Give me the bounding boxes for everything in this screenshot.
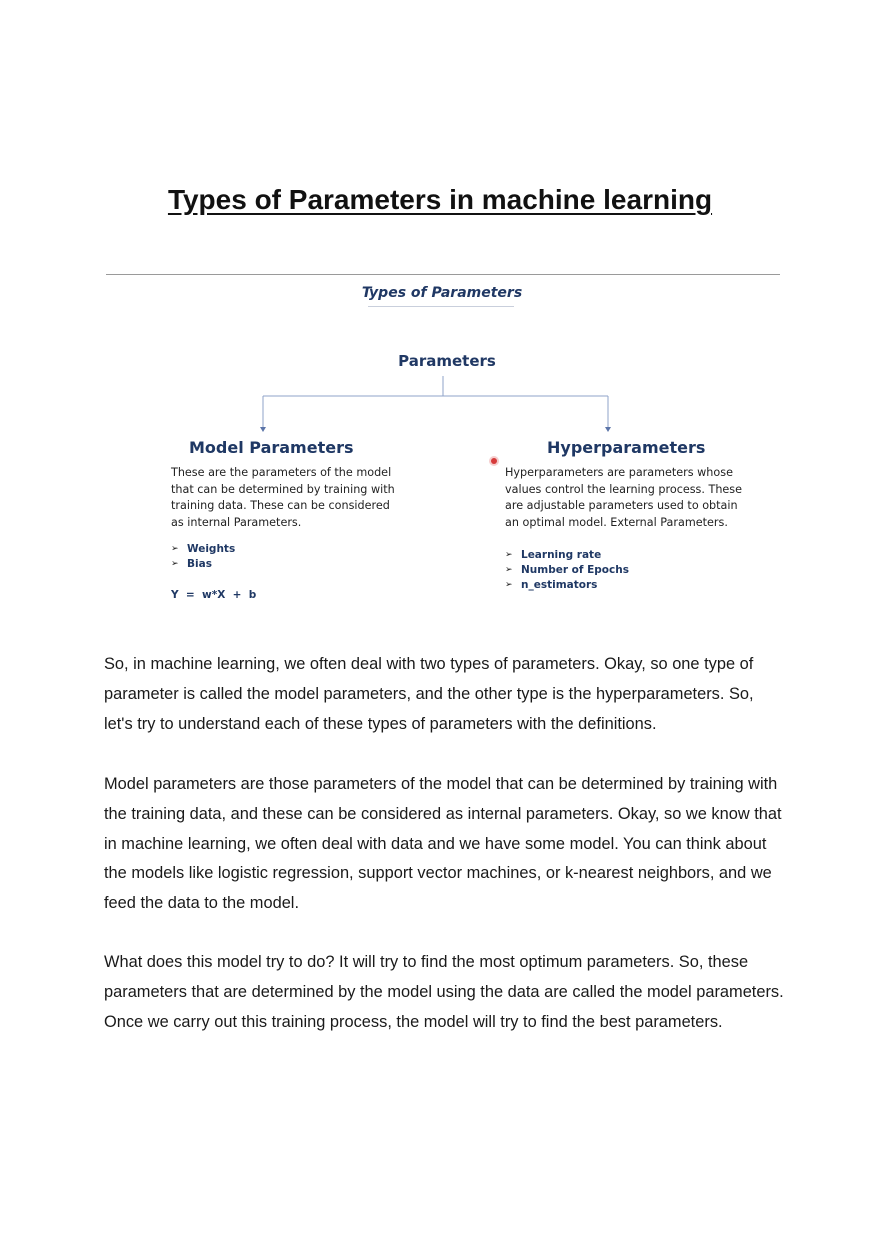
body-paragraph-1: So, in machine learning, we often deal with two types of parameters. Okay, so one type of parameter is called the model parameters, and the other type is the hyperparameters. So, let's try to understand each of these types of parameters with the definitions. (104, 655, 754, 733)
page-title: Types of Parameters in machine learning (167, 184, 713, 215)
types-of-parameters-slide (104, 262, 780, 617)
list-item (505, 578, 629, 593)
pointer-indicator-icon (491, 458, 497, 464)
description-line: values control the learning process. These (505, 482, 743, 496)
arrow-bullet-icon: ➢ (171, 544, 179, 554)
model-parameters-description (171, 465, 395, 532)
description-line: training data. These can be considered (171, 499, 390, 513)
arrow-bullet-icon: ➢ (505, 565, 513, 575)
description-line: These are the parameters of the model (171, 466, 392, 479)
list-item (171, 542, 235, 557)
model-parameters-list (171, 542, 235, 572)
list-item (505, 563, 629, 578)
description-line: as internal Parameters. (171, 516, 302, 530)
arrow-bullet-icon: ➢ (505, 580, 513, 590)
slide-title: Types of Parameters (361, 285, 523, 301)
body-paragraph-3: What does this model try to do? It will try to find the most optimum parameters. So, these parameters that are determined by the model using the data are called the model parameters. Once we carry out this training process, the model will try to find the best parameters. (104, 953, 784, 1031)
description-line: that can be determined by training with (171, 482, 395, 496)
description-line: are adjustable parameters used to obtain (505, 499, 738, 513)
list-item-label: Number of Epochs (521, 564, 629, 576)
list-item-label: Bias (187, 558, 212, 570)
tree-connector-diagram (104, 262, 780, 462)
tree-root-node: Parameters (398, 352, 496, 370)
list-item-label: Weights (187, 543, 236, 555)
arrow-bullet-icon: ➢ (171, 559, 179, 569)
list-item (171, 557, 235, 572)
hyperparameters-description (505, 465, 742, 532)
description-line: an optimal model. External Parameters. (505, 516, 728, 530)
list-item-label: Learning rate (521, 549, 602, 561)
hyperparameters-list (505, 548, 629, 593)
description-line: Hyperparameters are parameters whose (505, 466, 733, 479)
list-item-label: n_estimators (521, 579, 598, 591)
linear-equation: Y = w*X + b (171, 589, 257, 601)
branch-left-arrowhead-icon (260, 427, 266, 432)
branch-right-arrowhead-icon (605, 427, 611, 432)
body-paragraph-2: Model parameters are those parameters of the model that can be determined by training with the training data, and these can be considered as internal parameters. Okay, so we know that in machine learning, we often deal with data and we have some model. You can think about the models like logistic regression, support vector machines, or k-nearest neighbors, and we feed the data to the model. (104, 775, 782, 913)
hyperparameters-heading: Hyperparameters (547, 438, 706, 457)
model-parameters-heading: Model Parameters (189, 438, 354, 457)
list-item (505, 548, 629, 563)
arrow-bullet-icon: ➢ (505, 550, 513, 560)
